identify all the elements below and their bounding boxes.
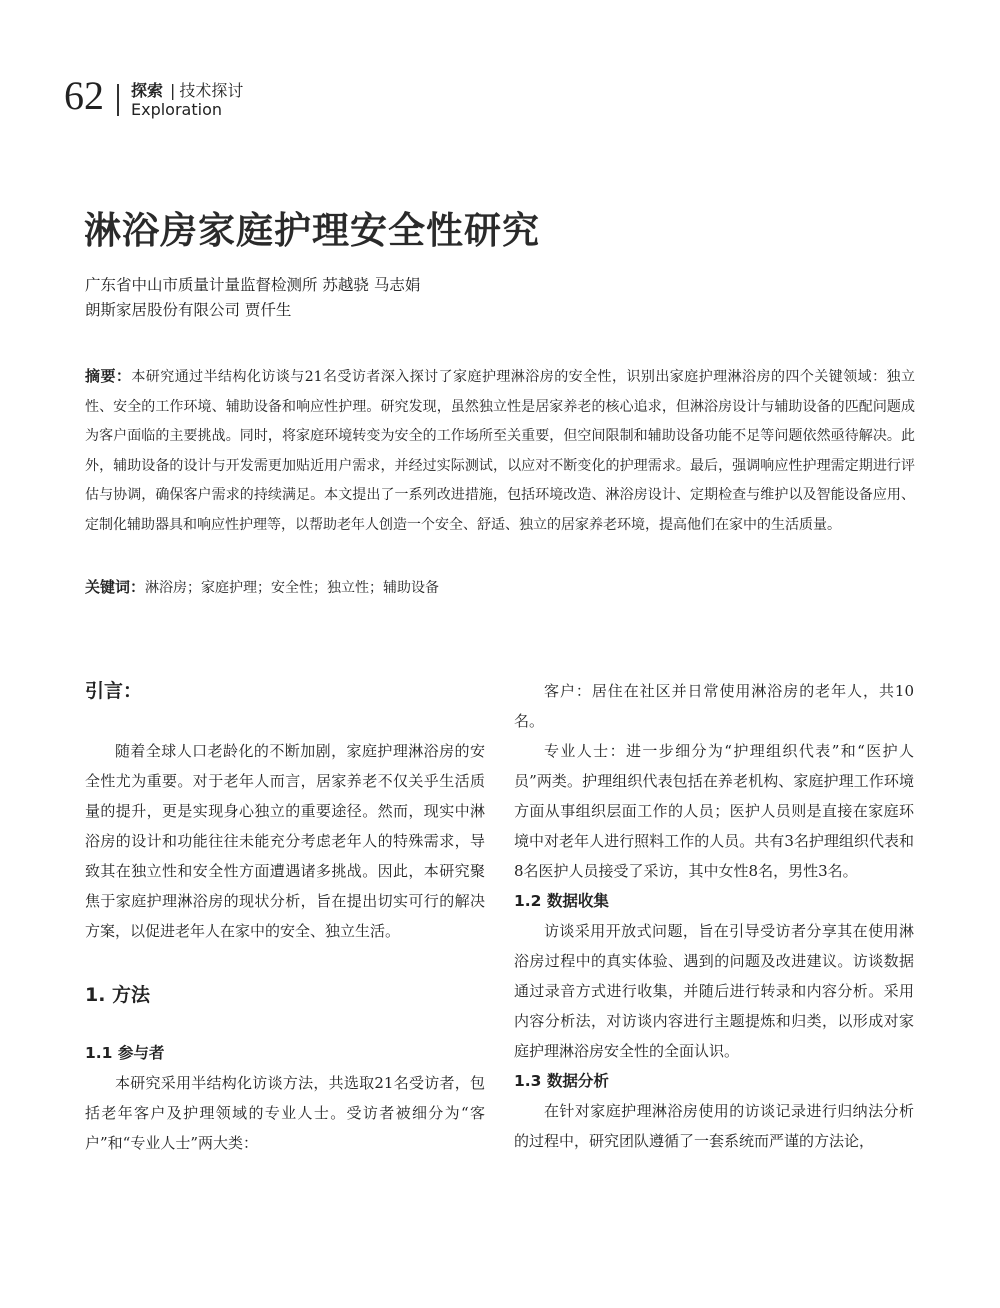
data-collection-paragraph: 访谈采用开放式问题，旨在引导受访者分享其在使用淋浴房过程中的真实体验、遇到的问题及改进建议。访谈数据通过录音方式进行收集，并随后进行转录和内容分析。采用内容分析法，对访谈内容进行主题提炼和归类，以形成对家庭护理淋浴房安全性的全面认识。 (514, 922, 914, 1060)
clients-paragraph: 客户：居住在社区并日常使用淋浴房的老年人，共10名。 (514, 682, 914, 730)
method-heading: 1. 方法 (85, 984, 151, 1006)
section-name-en: Exploration (131, 100, 222, 119)
keywords (85, 573, 915, 603)
abstract (85, 362, 915, 540)
header-section: 探索 | 技术探讨 (131, 81, 244, 100)
abstract-text: 本研究通过半结构化访谈与21名受访者深入探讨了家庭护理淋浴房的安全性，识别出家庭护理淋浴房的四个关键领域：独立性、安全的工作环境、辅助设备和响应性护理。研究发现，虽然独立性是居家养老的核心追求，但淋浴房设计与辅助设备的匹配问题成为客户面临的主要挑战。同时，将家庭环境转变为安全的工作场所至关重要，但空间限制和辅助设备功能不足等问题依然亟待解决。此外，辅助设备的设计与开发需更加贴近用户需求，并经过实际测试，以应对不断变化的护理需求。最后，强调响应性护理需定期进行评估与协调，确保客户需求的持续满足。本文提出了一系列改进措施，包括环境改造、淋浴房设计、定期检查与维护以及智能设备应用、定制化辅助器具和响应性护理等，以帮助老年人创造一个安全、舒适、独立的居家养老环境，提高他们在家中的生活质量。 (85, 369, 915, 533)
data-analysis-heading: 1.3 数据分析 (514, 1072, 609, 1090)
section-name: 探索 (131, 81, 164, 100)
intro-heading: 引言： (85, 680, 143, 702)
left-column (85, 676, 485, 1158)
right-column (514, 676, 914, 1156)
keywords-label: 关键词： (85, 578, 146, 596)
professionals-paragraph: 专业人士：进一步细分为“护理组织代表”和“医护人员”两类。护理组织代表包括在养老机构、家庭护理工作环境方面从事组织层面工作的人员；医护人员则是直接在家庭环境中对老年人进行照料工作的人员。共有3名护理组织代表和8名医护人员接受了采访，其中女性8名，男性3名。 (514, 742, 914, 880)
author-line: 广东省中山市质量计量监督检测所 苏越骁 马志娟 (85, 276, 421, 294)
data-collection-heading: 1.2 数据收集 (514, 892, 609, 910)
abstract-label: 摘要： (85, 367, 132, 385)
subsection-name: 技术探讨 (179, 81, 244, 100)
participants-heading: 1.1 参与者 (85, 1044, 165, 1062)
data-analysis-paragraph: 在针对家庭护理淋浴房使用的访谈记录进行归纳法分析的过程中，研究团队遵循了一套系统而严谨的方法论， (514, 1102, 914, 1150)
intro-paragraph: 随着全球人口老龄化的不断加剧，家庭护理淋浴房的安全性尤为重要。对于老年人而言，居家养老不仅关乎生活质量的提升，更是实现身心独立的重要途径。然而，现实中淋浴房的设计和功能往往未能充分考虑老年人的特殊需求，导致其在独立性和安全性方面遭遇诸多挑战。因此，本研究聚焦于家庭护理淋浴房的现状分析，旨在提出切实可行的解决方案，以促进老年人在家中的安全、独立生活。 (85, 742, 485, 940)
article-title: 淋浴房家庭护理安全性研究 (84, 209, 540, 252)
keywords-text: 淋浴房；家庭护理；安全性；独立性；辅助设备 (145, 580, 440, 596)
participants-paragraph: 本研究采用半结构化访谈方法，共选取21名受访者，包括老年客户及护理领域的专业人士。受访者被细分为“客户”和“专业人士”两大类： (85, 1074, 485, 1152)
author-block (85, 273, 420, 323)
author-line: 朗斯家居股份有限公司 贾仟生 (85, 301, 292, 319)
header-divider (117, 84, 119, 116)
page-number: 62 (64, 73, 104, 118)
